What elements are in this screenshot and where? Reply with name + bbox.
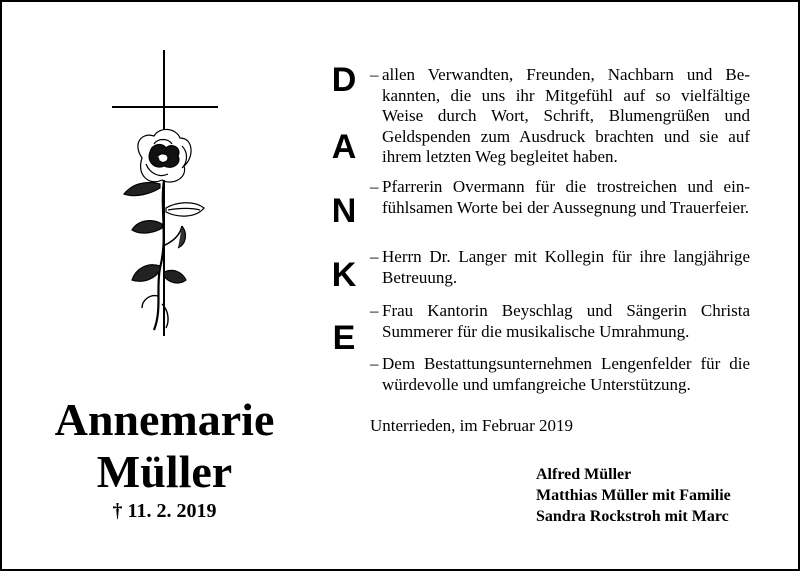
death-date: † 11. 2. 2019: [112, 500, 217, 522]
entry-text: Herrn Dr. Langer mit Kollegin für ihre langjährige Betreuung.: [382, 247, 750, 287]
place-date: Unterrieden, im Februar 2019: [370, 416, 573, 435]
entry-dash: –: [370, 354, 379, 373]
entry-dash: –: [370, 301, 379, 320]
entry-text: allen Verwandten, Freunden, Nachbarn und Bekannten, die uns ihr Mitgefühl auf so vielfältige Weise durch Wort, Schrift, Blumengrüßen und Geldspenden zum Ausdruck brachten und sie auf ihrem letzten Weg begleitet haben.: [382, 65, 750, 166]
entry-text: Dem Bestattungsunternehmen Lengenfelder für die würdevolle und umfangreiche Unterstützung.: [382, 354, 750, 394]
danke-letter: N: [331, 192, 357, 230]
entry-text: Pfarrerin Overmann für die trostreichen und einfühlsamen Worte bei der Aussegnung und Trauerfeier.: [382, 177, 750, 217]
entry-dash: –: [370, 177, 379, 196]
cross-rose-emblem: [102, 48, 232, 348]
deceased-last-name: Müller: [96, 446, 233, 497]
deceased-first-name: Annemarie: [54, 394, 275, 445]
danke-letter: K: [331, 256, 357, 294]
entry-text: Frau Kantorin Beyschlag und Sängerin Christa Summerer für die musikalische Umrahmung.: [382, 301, 750, 341]
entry-dash: –: [370, 65, 379, 84]
signatures: [536, 464, 731, 527]
danke-letter: A: [331, 128, 357, 166]
signer-name: Alfred Müller: [536, 466, 632, 483]
danke-letter: E: [332, 319, 356, 357]
signer-name: Matthias Müller mit Familie: [536, 487, 731, 504]
signer-name: Sandra Rockstroh mit Marc: [536, 508, 729, 525]
entry-dash: –: [370, 247, 379, 266]
danke-letter: D: [331, 61, 357, 99]
